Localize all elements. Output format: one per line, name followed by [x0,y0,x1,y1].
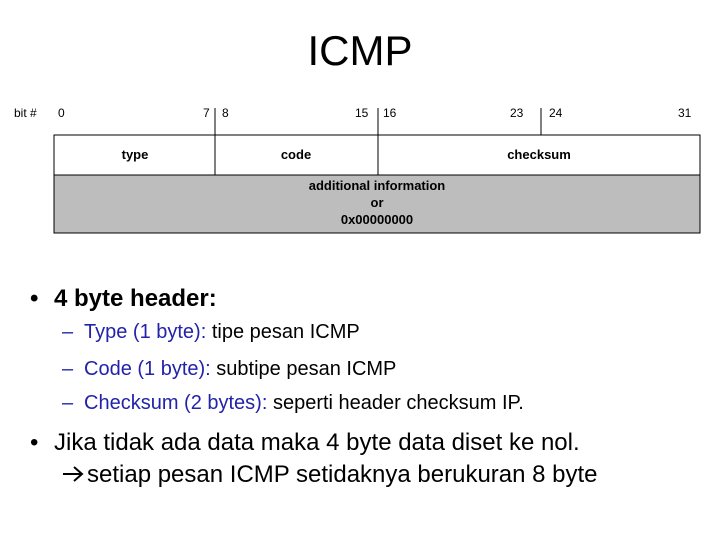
bit-prefix-label: bit # [14,106,37,120]
sub-item-rest: tipe pesan ICMP [206,321,360,343]
additional-info-line1: additional information [308,178,446,193]
bit-number-7: 7 [203,106,210,120]
sub-item-code [62,355,396,383]
bit-number-16: 16 [383,106,397,120]
bullet-header [30,283,217,315]
bit-number-24: 24 [549,106,563,120]
additional-info-line2: or [370,195,384,210]
field-code-label: code [280,147,312,162]
sub-bullet-dash: – [62,358,74,380]
bit-number-23: 23 [510,106,524,120]
arrow-right-icon [62,465,84,483]
bit-number-8: 8 [222,106,229,120]
sub-item-lead: Checksum (2 bytes): [84,392,268,414]
sub-item-rest: subtipe pesan ICMP [210,358,397,380]
sub-item-lead: Type (1 byte): [84,321,207,343]
bullet-no-data-text: Jika tidak ada data maka 4 byte data diset ke nol. [54,429,580,456]
bit-number-31: 31 [678,106,692,120]
slide-title: ICMP [307,27,413,74]
sub-item-type [62,318,360,346]
bullet-no-data-continuation [62,459,598,491]
sub-item-checksum [62,389,524,417]
bit-number-15: 15 [355,106,369,120]
sub-item-rest: seperti header checksum IP. [267,392,524,414]
bullet-dot: • [30,429,39,456]
additional-info-line3: 0x00000000 [340,212,414,227]
bit-number-0: 0 [58,106,65,120]
icmp-header-diagram [0,0,720,260]
bullet-no-data-line2: setiap pesan ICMP setidaknya berukuran 8 byte [87,461,598,488]
field-type-label: type [121,147,149,162]
bullet-header-text: 4 byte header: [54,285,217,312]
sub-bullet-dash: – [62,321,74,343]
sub-item-lead: Code (1 byte): [84,358,211,380]
bullet-dot: • [30,285,39,312]
header-row-fields [54,135,700,175]
sub-bullet-dash: – [62,392,74,414]
bullet-no-data [30,427,580,459]
field-checksum-label: checksum [507,147,571,162]
